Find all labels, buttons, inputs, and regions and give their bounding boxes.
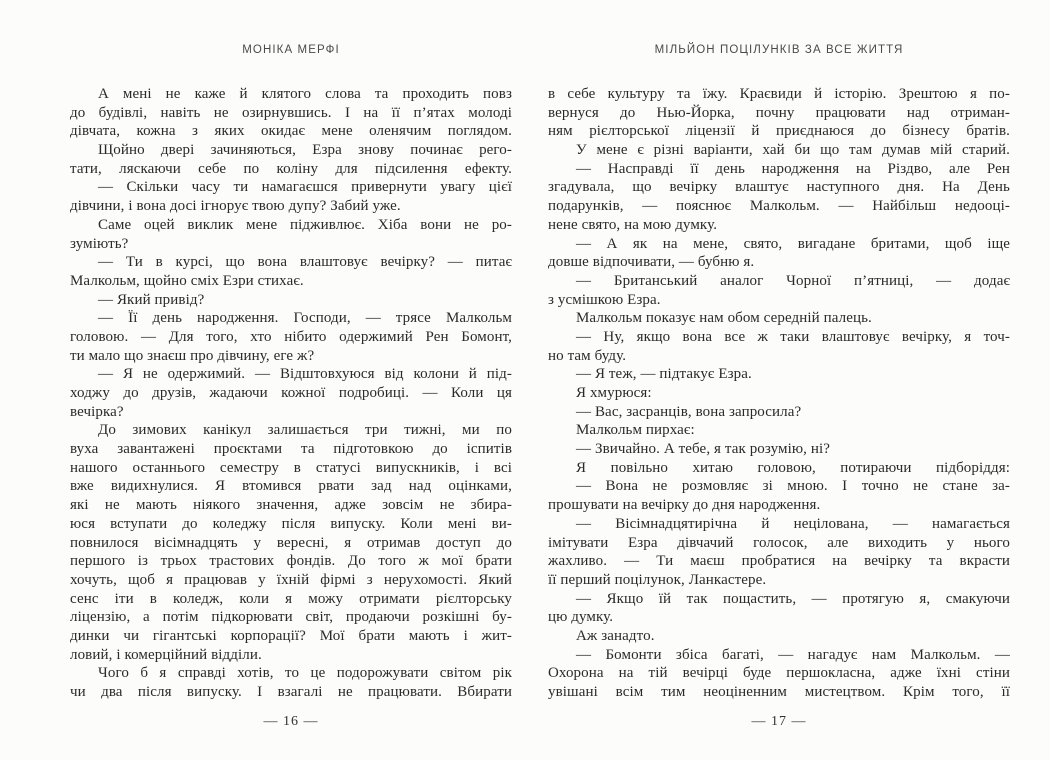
text-line: ловий, і комерційний відділи. [70,646,262,663]
text-line: — Британський аналог Чорної п’ятниці, — додає [576,272,1010,289]
text-line: увішані всім тим неоціненним мистецтвом. Крім того, її [548,684,1010,700]
text-line: зуміють? [70,235,129,252]
text-line: першого із трьох трастових фондів. До того ж мої брати [70,553,512,570]
text-line: Малкольм пирхає: [576,422,695,439]
text-line: які не мають ніякого значення, адже зовсім не збира- [70,497,512,514]
text-line: — Який привід? [98,291,205,308]
right-page [525,0,1050,760]
text-line: — Насправді її день народження на Різдво, але Рен [576,160,1010,177]
text-line: жахливо. — Ти маєш пробратися на вечірку та вкрасти [548,553,1010,570]
text-line: — Звичайно. А тебе, я так розумію, ні? [576,441,831,458]
text-line: сенс іти в коледж, коли я можу отримати рієлторську [70,590,512,607]
text-line: тати, ляскаючи себе по коліну для підсилення ефекту. [70,160,512,177]
text-line: — Скільки часу ти намагаєшся привернути увагу цієї [98,179,512,196]
text-line: Охорона на тій вечірці буде першокласна, адже їхні стіни [548,665,1010,682]
text-line: згадувала, що вечірку влаштує наступного дня. На День [548,179,1010,196]
text-line: До зимових канікул залишається три тижні, ми по [98,422,512,439]
page-number: — 17 — [751,714,807,729]
text-line: дівчата, кожна з яких окидає мене оленячим поглядом. [70,123,512,140]
text-line: її перший поцілунок, Ланкастере. [548,571,767,588]
text-line: Малкольм, щойно сміх Езри стихає. [70,272,304,289]
text-line: ходжу до друзів, жадаючи кожної подробиці. — Коли ця [70,385,512,401]
text-line: но там буду. [548,347,627,364]
text-line: — Вас, засранців, вона запросила? [576,403,802,420]
text-line: імітувати Езра дівчачий голосок, але виходить у нього [548,534,1010,551]
text-line: ліцензію, а потім підкорювати світ, продаючи розкішні бу- [70,609,512,626]
running-header-author: МОНІКА МЕРФІ [242,44,340,56]
text-line: вже видихнулися. Я втомився рвати зад над оцінками, [70,478,512,495]
text-line: — Ти в курсі, що вона влаштовує вечірку? — питає [98,254,512,271]
text-line: вуха завантажені проєктами та підготовкою до іспитів [70,441,512,458]
text-line: головою. — Для того, хто нібито одержимий Рен Бомонт, [70,328,512,345]
text-line: Саме оцей виклик мене підживлює. Хіба вони не ро- [98,216,512,233]
text-line: ти мало що знаєш про дівчину, еге ж? [70,347,315,364]
text-line: Я повільно хитаю головою, потираючи підборіддя: [576,459,1010,476]
page-body [548,85,1010,702]
text-line: Чого б я справді хотів, то це подорожувати світом рік [98,665,512,682]
text-line: повнилося вісімнадцять у вересні, я отримав доступ до [70,534,512,551]
text-line: динки чи гігантські корпорації? Мої брати мають і жит- [70,627,512,644]
text-line: — А як на мене, свято, вигадане бритами, щоб іще [576,235,1010,252]
text-line: до будівлі, навіть не озирнувшись. І на її п’ятах молоді [70,104,512,121]
text-line: дівчини, і вона досі ігнорує твою дупу? Забий уже. [70,198,401,215]
text-line: вечірка? [70,403,124,420]
text-line: А мені не каже й клятого слова та проходить повз [98,86,512,102]
text-line: — Ну, якщо вона все ж таки влаштовує вечірку, я точ- [576,328,1010,345]
text-line: юся вступати до коледжу після випуску. Коли мені ви- [70,515,512,532]
text-line: вернуся до Нью-Йорка, почну працювати над отриман- [548,104,1010,121]
text-line: — Якщо їй так пощастить, — протягую я, смакуючи [576,590,1010,607]
text-line: прошувати на вечірку до дня народження. [548,497,821,514]
text-line: з усмішкою Езра. [548,291,661,308]
text-line: в себе культуру та їжу. Краєвиди й історію. Зрештою я по- [548,86,1010,102]
text-line: У мене є різні варіанти, хай би що там думав мій старий. [576,142,1010,159]
text-line: нене свято, на мою думку. [548,216,718,233]
text-line: — Її день народження. Господи, — трясе Малкольм [98,310,512,327]
text-line: ням рієлторської ліцензії й приєднаюся до бізнесу братів. [548,123,1010,140]
text-line: чи два після випуску. І взагалі не працювати. Вбирати [70,684,512,700]
page-number: — 16 — [263,714,319,729]
running-header-title: МІЛЬЙОН ПОЦІЛУНКІВ ЗА ВСЕ ЖИТТЯ [654,44,904,56]
text-line: нашого останнього семестру в статусі випускників, і всі [70,459,512,476]
text-line: — Вона не розмовляє зі мною. І точно не стане за- [576,478,1010,495]
page-body [70,85,512,702]
text-line: Щойно двері зачиняються, Езра знову починає рего- [98,142,512,159]
text-line: — Я не одержимий. — Відштовхуюся від колони й під- [98,366,512,383]
text-line: довше відпочивати, — бубню я. [548,254,755,271]
text-line: цю думку. [548,609,614,626]
text-line: Я хмурюся: [576,385,652,401]
text-line: — Вісімнадцятирічна й нецілована, — намагається [576,515,1010,532]
text-line: Малкольм показує нам обом середній палець. [576,310,872,327]
text-line: Аж занадто. [576,627,655,644]
text-line: — Бомонти збіса багаті, — нагадує нам Малкольм. — [576,646,1010,663]
text-line: подарунків, — пояснює Малкольм. — Найбільш недооці- [548,198,1010,215]
text-line: — Я теж, — підтакує Езра. [576,366,752,383]
text-line: хочуть, щоб я працював у їхній фірмі з нерухомості. Який [70,571,512,588]
